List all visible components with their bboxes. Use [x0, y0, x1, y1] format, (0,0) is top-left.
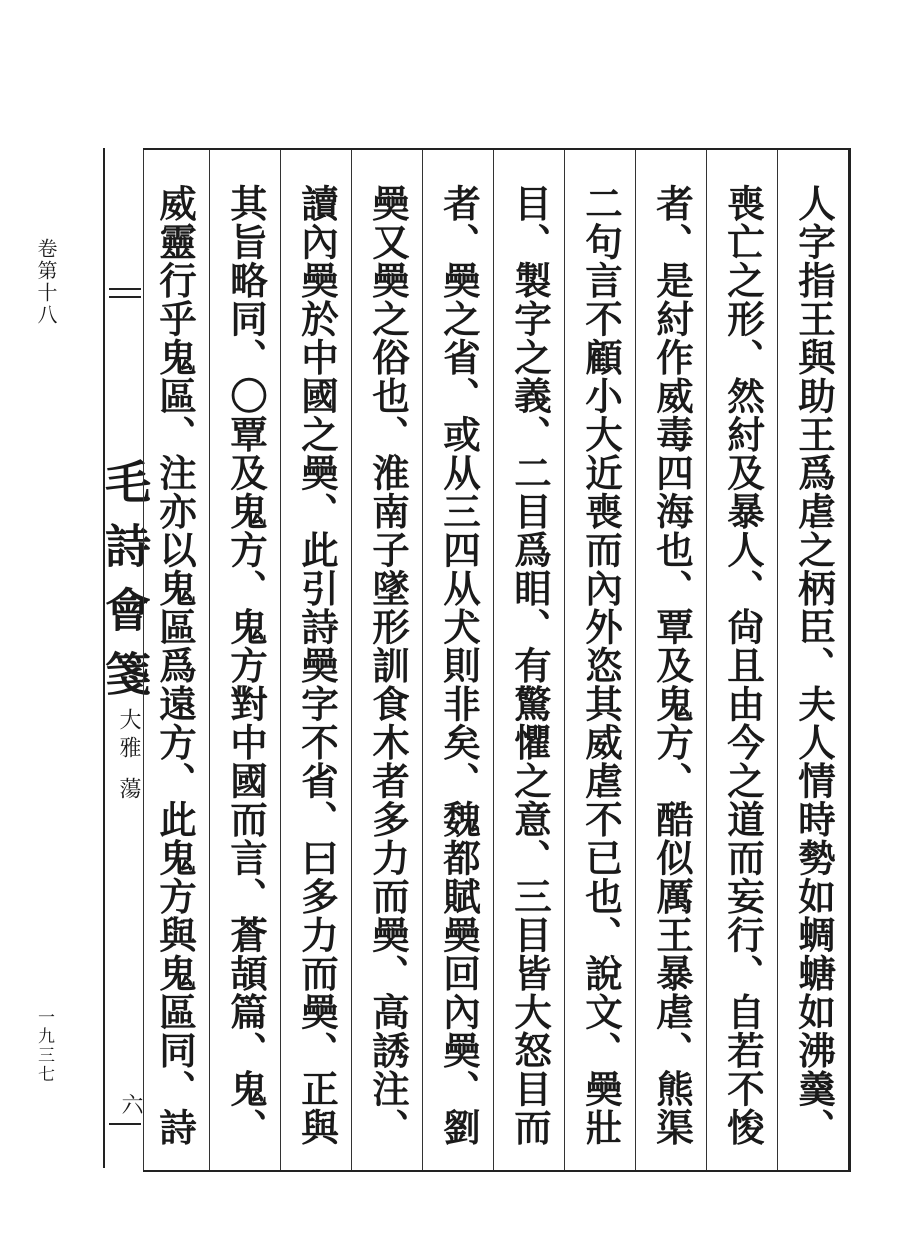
text-column: 人字指王與助王爲虐之柄臣、夫人情時勢如蜩螗如沸羹、: [792, 184, 836, 1147]
spine-rule-top-2: [109, 296, 141, 298]
page-number: 一九三七: [34, 1008, 54, 1084]
text-column: 目、製字之義、二目爲䀠、有驚懼之意、三目皆大怒目而: [508, 184, 552, 1147]
text-column: 者、奰之省、或从三四从犬則非矣、魏都賦奰回內奰、劉: [437, 184, 481, 1147]
spine-rule-bottom: [109, 1123, 141, 1125]
volume-label: 卷第十八: [34, 238, 58, 326]
text-column: 二句言不顧小大近喪而內外恣其威虐不已也、說文、奰壯: [579, 184, 623, 1147]
text-column: 者、是紂作威毒四海也、覃及鬼方、酷似厲王暴虐、熊渠: [650, 184, 694, 1147]
book-spine: [98, 148, 152, 1168]
text-column: 喪亡之形、然紂及暴人、尙且由今之道而妄行、自若不悛: [721, 184, 765, 1147]
spine-rule-top: [109, 288, 141, 290]
section-label: 大雅 蕩: [116, 708, 141, 805]
text-column: 威靈行乎鬼區、注亦以鬼區爲遠方、此鬼方與鬼區同、詩: [153, 184, 197, 1147]
spine-page-number: 六: [118, 1093, 143, 1119]
book-title: 毛詩會箋: [98, 458, 152, 714]
text-column: 其旨略同、〇覃及鬼方、鬼方對中國而言、蒼頡篇、鬼、: [224, 184, 268, 1147]
text-frame: [143, 148, 851, 1172]
text-column: 奰又奰之俗也、淮南子墜形訓食木者多力而奰、高誘注、: [366, 184, 410, 1147]
text-column: 讀內奰於中國之奰、此引詩奰字不省、曰多力而奰、正與: [295, 184, 339, 1147]
